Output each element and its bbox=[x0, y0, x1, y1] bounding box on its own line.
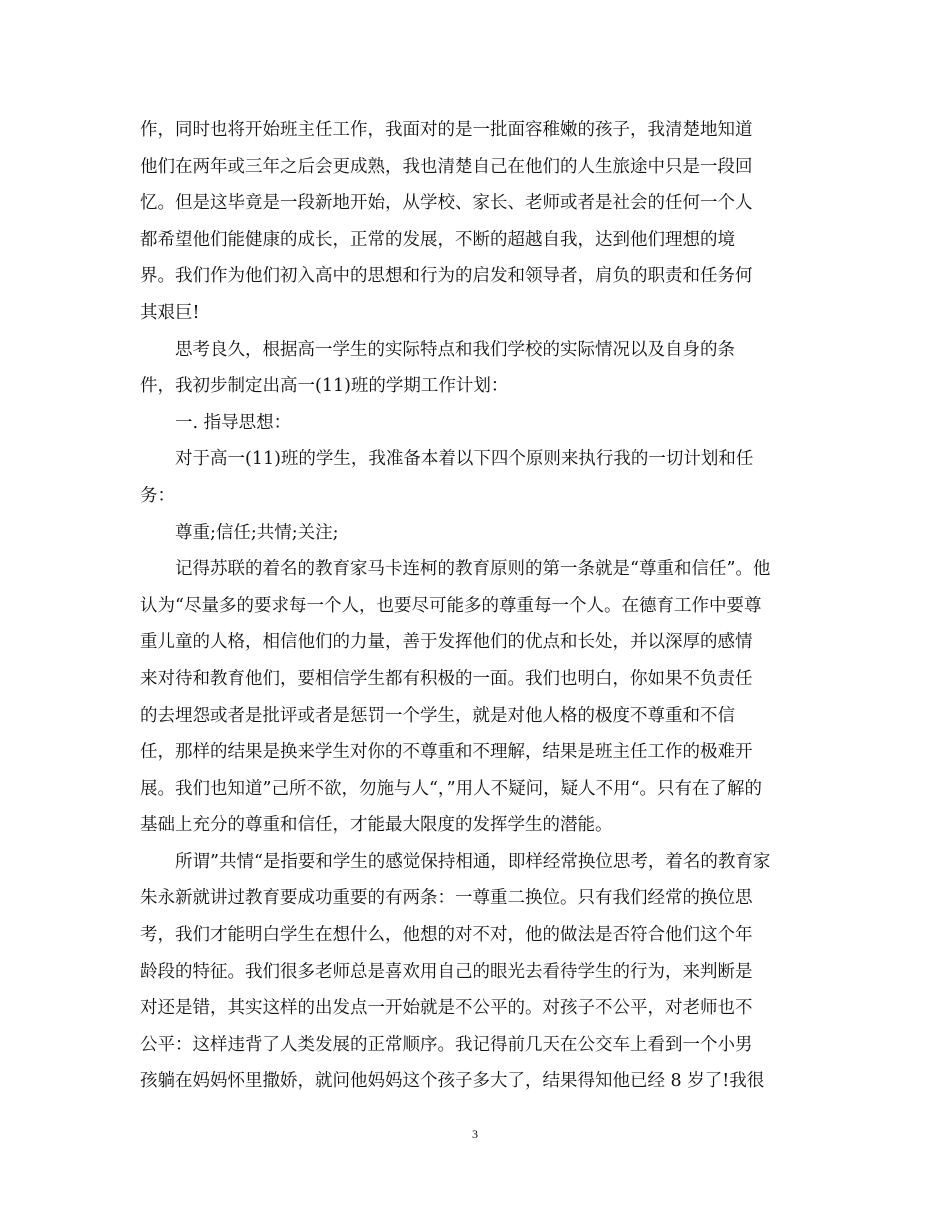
text-line: 基础上充分的尊重和信任，才能最大限度的发挥学生的潜能。 bbox=[140, 815, 613, 836]
text-line: 来对待和教育他们，要相信学生都有积极的一面。我们也明白，你如果不负责任 bbox=[140, 668, 753, 689]
text-line: 的去埋怨或者是批评或者是惩罚一个学生，就是对他人格的极度不尊重和不信 bbox=[140, 705, 735, 726]
text-line: 思考良久，根据高一学生的实际特点和我们学校的实际情况以及自身的条 bbox=[140, 339, 735, 360]
text-line: 尊重;信任;共情;关注; bbox=[140, 522, 339, 543]
text-line: 孩躺在妈妈怀里撒娇，就问他妈妈这个孩子多大了，结果得知他已经 8 岁了!我很 bbox=[140, 1071, 765, 1092]
page-number: 3 bbox=[472, 1127, 478, 1141]
text-line: 其艰巨! bbox=[140, 302, 200, 323]
text-line: 对还是错，其实这样的出发点一开始就是不公平的。对孩子不公平，对老师也不 bbox=[140, 998, 753, 1019]
text-line: 对于高一(11)班的学生，我准备本着以下四个原则来执行我的一切计划和任 bbox=[140, 449, 754, 470]
text-line: 认为“尽量多的要求每一个人，也要尽可能多的尊重每一个人。在德育工作中要尊 bbox=[140, 595, 762, 616]
text-line: 界。我们作为他们初入高中的思想和行为的启发和领导者，肩负的职责和任务何 bbox=[140, 266, 753, 287]
text-line: 件，我初步制定出高一(11)班的学期工作计划： bbox=[140, 376, 509, 397]
body-text bbox=[140, 112, 820, 1100]
text-line: 任，那样的结果是换来学生对你的不尊重和不理解，结果是班主任工作的极难开 bbox=[140, 742, 753, 763]
text-line: 考，我们才能明白学生在想什么，他想的对不对，他的做法是否符合他们这个年 bbox=[140, 925, 753, 946]
text-line: 朱永新就讲过教育要成功重要的有两条：一尊重二换位。只有我们经常的换位思 bbox=[140, 888, 753, 909]
text-line: 记得苏联的着名的教育家马卡连柯的教育原则的第一条就是“尊重和信任”。他 bbox=[140, 559, 771, 580]
text-line: 公平：这样违背了人类发展的正常顺序。我记得前几天在公交车上看到一个小男 bbox=[140, 1034, 753, 1055]
text-line: 龄段的特征。我们很多老师总是喜欢用自己的眼光去看待学生的行为，来判断是 bbox=[140, 961, 753, 982]
text-line: 展。我们也知道”己所不欲，勿施与人“，”用人不疑问，疑人不用“。只有在了解的 bbox=[140, 778, 763, 799]
section-heading: 一. 指导思想： bbox=[140, 412, 292, 433]
text-line: 忆。但是这毕竟是一段新地开始，从学校、家长、老师或者是社会的任何一个人 bbox=[140, 193, 753, 214]
text-line: 作，同时也将开始班主任工作，我面对的是一批面容稚嫩的孩子，我清楚地知道 bbox=[140, 120, 753, 140]
text-line: 重儿童的人格，相信他们的力量，善于发挥他们的优点和长处，并以深厚的感情 bbox=[140, 632, 753, 653]
text-line: 都希望他们能健康的成长，正常的发展，不断的超越自我，达到他们理想的境 bbox=[140, 229, 735, 250]
text-line: 所谓”共情“是指要和学生的感觉保持相通，即样经常换位思考，着名的教育家 bbox=[140, 851, 771, 872]
text-line: 他们在两年或三年之后会更成熟，我也清楚自己在他们的人生旅途中只是一段回 bbox=[140, 156, 753, 177]
text-line: 务： bbox=[140, 485, 175, 506]
